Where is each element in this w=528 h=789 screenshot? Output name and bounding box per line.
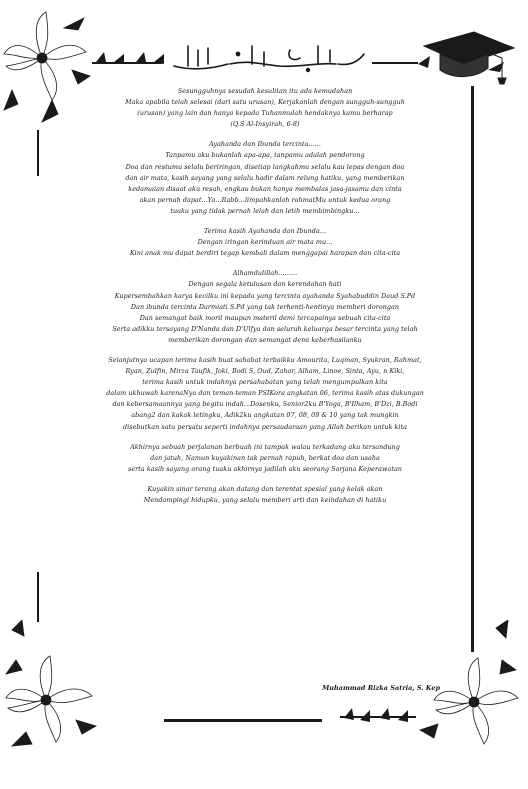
text-line: dan kebersamaannya yang begitu indah...Dosenku, Senior2ku B'Yoga, B'Ilham, B'Dzi, B.Bodi [112,400,418,409]
quran-quote [60,86,470,130]
right-border-line [471,86,474,652]
text-line: dan jatuh, Namun kuyakinan tak pernah rapuh, berkat doa dan usaha [150,453,380,462]
text-line: Selanjutnya ucapan terima kasih buat sahabat terbaikku Amourita, Luqman, Syukran, Rahmat, [108,355,422,364]
dedication-text [60,86,470,515]
basmalah-calligraphy [168,40,368,74]
top-border-line-right [372,62,418,64]
text-line: Kini anak mu dapat berdiri tegap kembali dalam menggapai harapan dan cita-cita [129,249,401,258]
text-line: Tanpamu aku bukanlah apa-apa, tanpamu adalah pendorong [165,151,365,160]
vine-leaves-top [92,48,168,68]
text-line: memberikan dorongan dan semangat demi keberhasilanku [168,335,362,344]
text-line: Terima kasih Ayahanda dan Ibunda... [203,227,327,236]
parents-dedication [60,139,470,217]
text-line: Ryan, Zulfin, Mirza Taufik, Joki, Bodi S, Oud, Zahar, Alham, Linoe, Sinta, Ayu, n Kiki, [125,367,405,376]
text-line: Akhirnya sebuah perjalanan berbuah ini tampak walau terkadang aku tersandung [130,442,400,451]
text-line: (Q.S Al-Insyirah, 6-8) [230,120,300,129]
text-line: Kuyakin sinar terang akan datang dan terentat spesial yang kelak akan [147,484,383,493]
text-line: Dan ibunda tercinta Darmiati S.Pd yang tak terhenti-hentinya memberi dorongan [130,302,400,311]
text-line: Dan semangat baik moril maupun materil demi tercapainya sebuah cita-cita [139,313,391,322]
flower-corner-bottom-left [2,620,100,750]
text-line: akan pernah dapat...Ya...Rabb...limpahkanlah rahmatMu untuk kedua orang [139,195,391,204]
text-line: Mendampingi hidupku, yang selalu memberi arti dan keindahan di hatiku [143,496,387,504]
left-border-line [37,130,39,176]
bottom-border-line-left [164,719,322,722]
left-border-line-lower [37,572,39,622]
closing-thoughts [60,442,470,475]
signature: Muhammad Rizka Satria, S. Kep [322,684,440,692]
text-line: kedamaian disaat aku resah, engkau bukan hanya membalas jasa-jasamu dan cinta [128,184,402,193]
text-line: tuaku yang tidak pernah lelah dan letih membimbingku... [170,206,360,215]
text-line: Alhamdulillah......... [232,269,298,278]
thanks-parents [60,226,470,259]
text-line: Serta adikku tersayang D'Nanda dan D'Ulfya dan seluruh keluarga besar tercinta yang telah [112,324,418,333]
graduation-cap-icon [418,26,518,86]
text-line: disebutkan satu persatu seperti indahnya persaudaraan yang Allah berikan untuk kita [123,422,407,431]
text-line: Dengan segala ketulusan dan kerendahan hati [188,280,342,289]
alhamdulillah [60,268,470,346]
friends-thanks [60,355,470,433]
text-line: (urusan) yang lain dan hanya kepada Tuhanmulah hendaknya kamu berharap [137,109,393,118]
text-line: Sesungguhnya sesudah kesulitan itu ada kemudahan [177,87,353,95]
vine-leaves-bottom [340,704,418,726]
text-line: Ayahanda dan Ibunda tercinta...... [209,140,321,149]
text-line: Doa dan restumu selalu beriringan, disetiap langkahmu selalu kau lepas dengan doa [125,162,405,171]
text-line: Maka apabila telah selesai (dari satu urusan), Kerjakanlah dengan sungguh-sungguh [125,98,405,107]
text-line: dan air mata, kasih sayang yang selalu hadir dalam relung hatiku, yang memberikan [125,173,405,182]
text-line: abang2 dan kakak letingku, Adik2ku angkatan 07, 08, 09 & 10 yang tak mungkin [131,411,399,420]
text-line: Dengan iringan kerinduan air mata mu... [197,238,333,247]
text-line: dalam ukhuwah karenaNya dan teman-teman PSIKora angkatan 06, terima kasih atas dukungan [106,389,424,398]
text-line: terima kasih untuk indahnya persahabatan yang telah mengumpulkan kita [142,378,388,387]
text-line: Kupersembahkan karya kecilku ini kepada yang tercinta ayahanda Syahabuddin Daud S.Pd [114,291,416,300]
text-line: serta kasih sayang orang tuaku akhirnya jadilah aku seorang Sarjana Keperawatan [128,464,402,473]
future-hope [60,484,470,506]
